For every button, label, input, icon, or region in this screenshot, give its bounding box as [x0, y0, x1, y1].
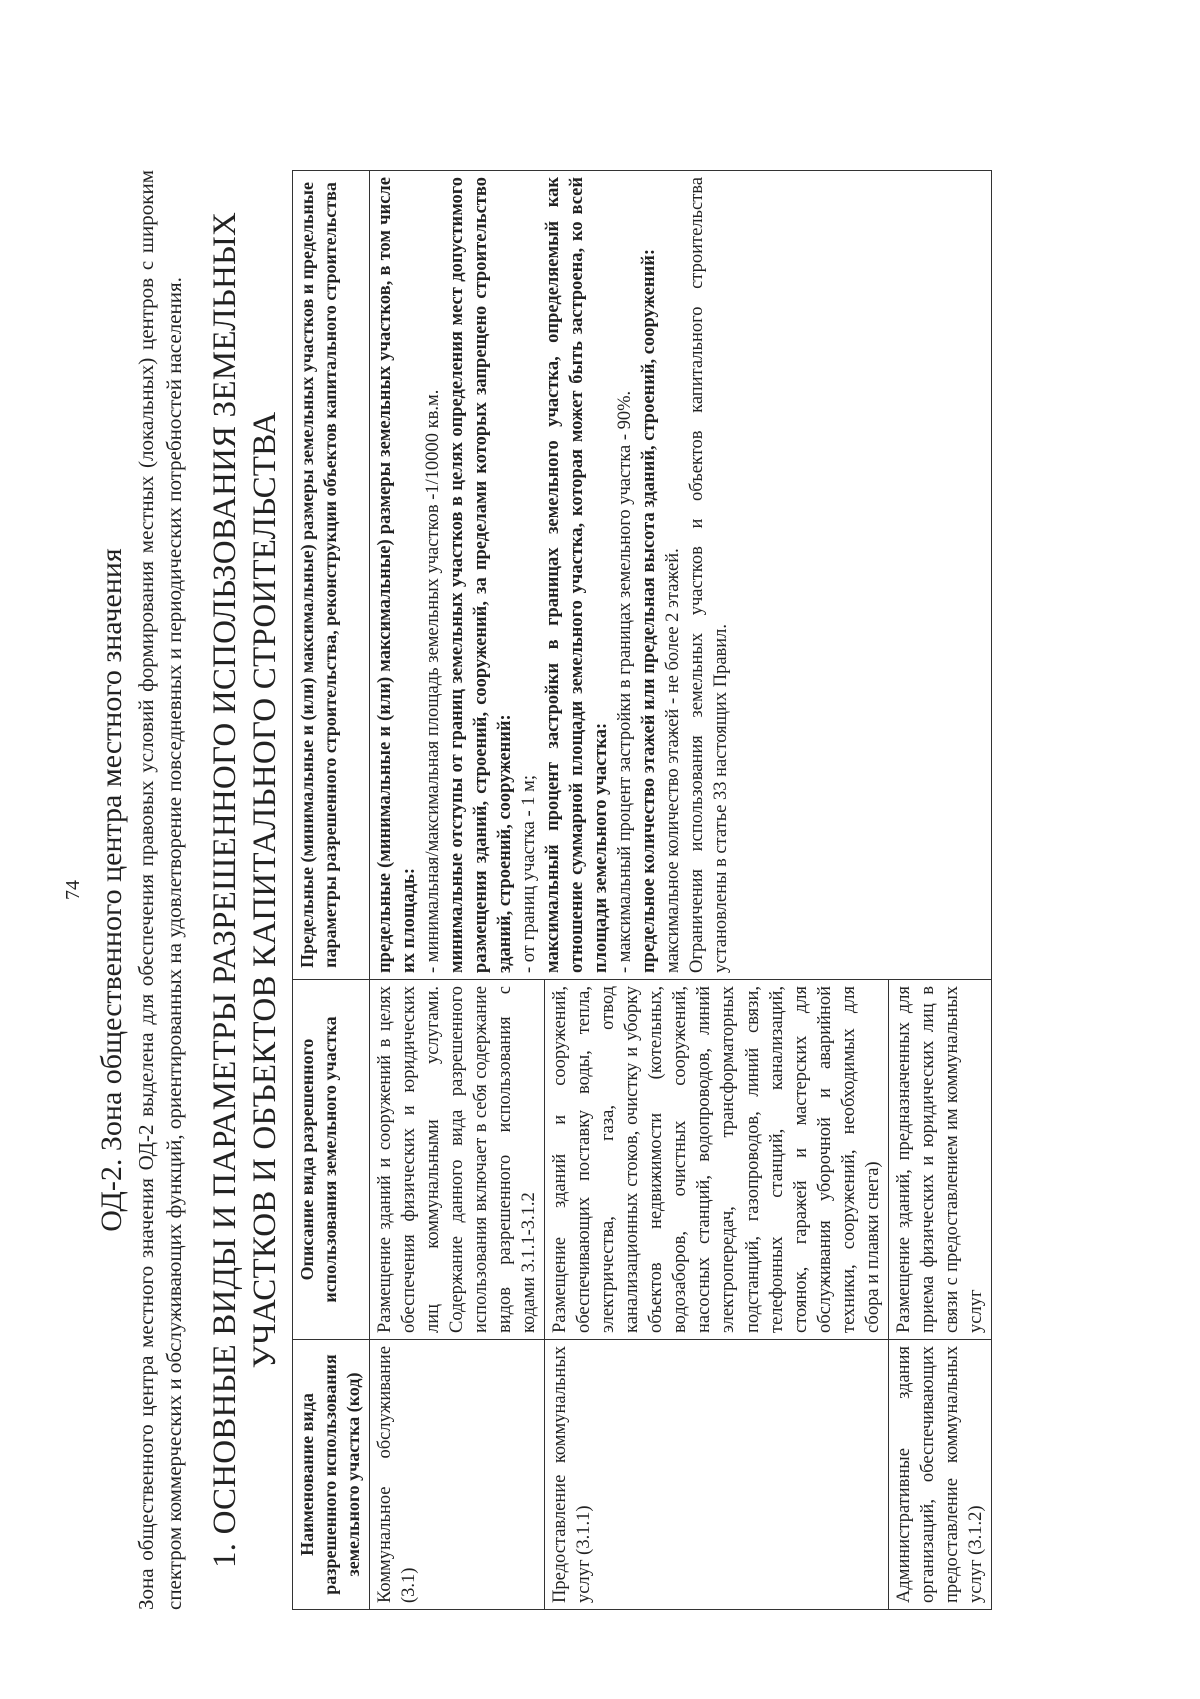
header-use-description: Описание вида разрешенного использования земельного участка — [292, 980, 369, 1340]
use-description-cell: Размещение зданий, предназначенных для приема физических и юридических лиц в связи с предоставлением им коммунальных услуг — [888, 980, 991, 1340]
param-line: максимальное количество этажей - не более 2 этажей. — [663, 548, 684, 973]
param-line: максимальный процент застройки в границах земельного участка, определяемый как отношение суммарной площади земельного участка, которая может быть застроена, ко всей площади земельного участка: — [543, 177, 612, 973]
zone-intro-paragraph: Зона общественного центра местного значения ОД-2 выделена для обеспечения правовых условий формирования местных (локальных) центров с широким спектром коммерческих и обслуживающих функций, ориентированных на удовлетворение повседневных и периодических потребностей населения. — [134, 170, 186, 1610]
header-use-name: Наименование вида разрешенного использования земельного участка (код) — [292, 1340, 369, 1610]
use-name-cell: Административные здания организаций, обеспечивающих предоставление коммунальных услуг (3.1.2) — [888, 1340, 991, 1610]
use-name-cell: Предоставление коммунальных услуг (3.1.1) — [545, 1340, 889, 1610]
parameters-cell — [369, 171, 991, 980]
document-page — [0, 30, 1200, 1670]
land-use-table — [292, 170, 992, 1610]
use-description-cell: Размещение зданий и сооружений, обеспечивающих поставку воды, тепла, электричества, газа, отвод канализационных стоков, очистку и уборку объектов недвижимости (котельных, водозаборов, очистных сооружений, насосных станций, водопроводов, линий электропередач, трансформаторных подстанций, газопроводов, линий связи, телефонных станций, канализаций, стоянок, гаражей и мастерских для обслуживания уборочной и аварийной техники, сооружений, необходимых для сбора и плавки снега) — [545, 980, 889, 1340]
param-line: - максимальный процент застройки в границах земельного участка - 90%. — [615, 390, 636, 973]
header-parameters: Предельные (минимальные и (или) максимальные) размеры земельных участков и предельные параметры разрешенного строительства, реконструкции объектов капитального строительства — [292, 171, 369, 980]
param-line: предельное количество этажей или предельная высота зданий, строений, сооружений: — [639, 248, 660, 973]
section-heading: 1. ОСНОВНЫЕ ВИДЫ И ПАРАМЕТРЫ РАЗРЕШЕННОГО ИСПОЛЬЗОВАНИЯ ЗЕМЕЛЬНЫХ УЧАСТКОВ И ОБЪЕКТОВ КАПИТАЛЬНОГО СТРОИТЕЛЬСТВА — [207, 211, 284, 1569]
param-line: минимальные отступы от границ земельных участков в целях определения мест допустимого размещения зданий, строений, сооружений, за пределами которых запрещено строительство зданий, строений, сооружений: — [446, 177, 516, 973]
use-name-cell: Коммунальное обслуживание (3.1) — [369, 1340, 544, 1610]
table-row — [369, 171, 544, 1610]
use-description-cell: Размещение зданий и сооружений в целях обеспечения физических и юридических лиц коммунальными услугами. Содержание данного вида разрешенного использования включает в себя содержание видов разрешенного использования с кодами 3.1.1-3.1.2 — [369, 980, 544, 1340]
page-number: 74 — [62, 880, 84, 900]
param-line: - минимальная/максимальная площадь земельных участков -1/10000 кв.м. — [422, 389, 443, 973]
param-line: Ограничения использования земельных участков и объектов капитального строительства установлены в статье 33 настоящих Правил. — [687, 177, 732, 973]
param-line: - от границ участка - 1 м; — [519, 775, 540, 973]
zone-title: ОД-2. Зона общественного центра местного значения — [95, 548, 128, 1232]
param-line: предельные (минимальные и (или) максимальные) размеры земельных участков, в том числе их площадь: — [374, 177, 419, 973]
table-header-row — [292, 171, 369, 1610]
